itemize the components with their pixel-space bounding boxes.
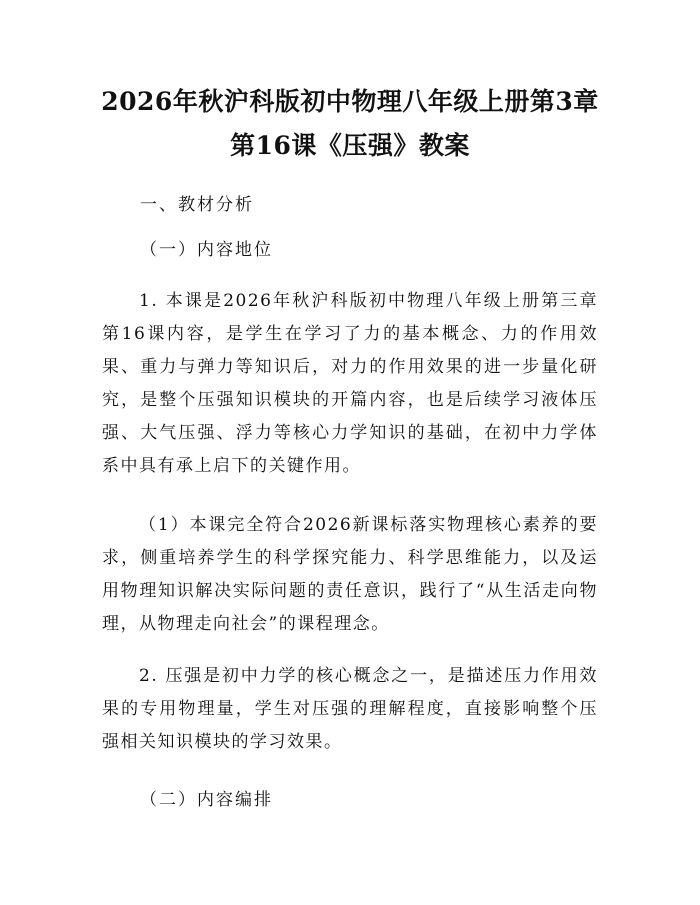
section-heading-textbook-analysis: 一、教材分析 <box>140 195 254 215</box>
document-title-line-1: 2026年秋沪科版初中物理八年级上册第3章 <box>101 87 599 116</box>
subsection-heading-content-arrangement: （二）内容编排 <box>140 790 273 810</box>
paragraph-curriculum-standard: （1）本课完全符合2026新课标落实物理核心素养的要求，侧重培养学生的科学探究能力、科学思维能力，以及运用物理知识解决实际问题的责任意识，践行了“从生活走向物理，从物理走向社会”的课程理念。 <box>102 515 598 634</box>
paragraph-pressure-concept: 2. 压强是初中力学的核心概念之一，是描述压力作用效果的专用物理量，学生对压强的理解程度，直接影响整个压强相关知识模块的学习效果。 <box>102 666 598 752</box>
subsection-heading-content-position: （一）内容地位 <box>140 240 273 260</box>
document-title-line-2: 第16课《压强》教案 <box>230 131 470 160</box>
paragraph-course-position: 1. 本课是2026年秋沪科版初中物理八年级上册第三章第16课内容，是学生在学习了力的基本概念、力的作用效果、重力与弹力等知识后，对力的作用效果的进一步量化研究，是整个压强知识模块的开篇内容，也是后续学习液体压强、大气压强、浮力等核心力学知识的基础，在初中力学体系中具有承上启下的关键作用。 <box>102 291 598 476</box>
